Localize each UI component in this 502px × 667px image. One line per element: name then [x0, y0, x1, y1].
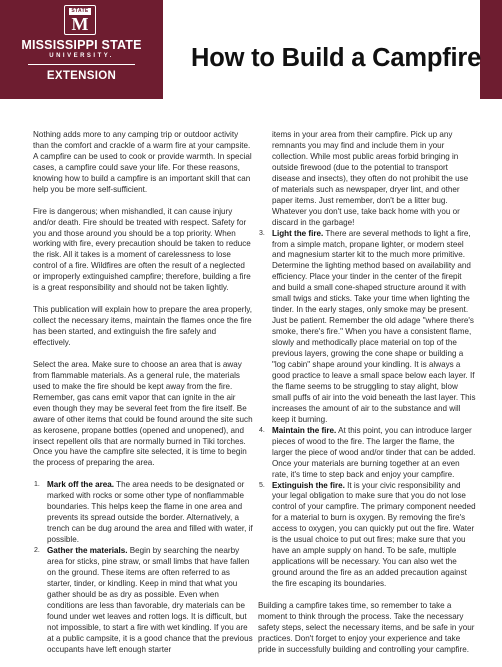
intro-paragraph: Fire is dangerous; when mishandled, it can cause injury and/or death. Fire should be treated with respect. Safety for you and those around you should be a top priority. When working with fire, every precaution should be taken to reduce the risk. All it takes is a moment of carelessness to lose control of a fire. Wildfires are often the result of a neglected or improperly extinguished campfire; therefore, building a fire is a great responsibility and should not be taken lightly. [33, 206, 251, 293]
extension-logo [0, 0, 163, 99]
step-number: 5. [259, 481, 265, 489]
step-continuation [258, 130, 477, 229]
header-accent-bar [480, 0, 502, 99]
step-item [33, 480, 253, 546]
step-title: Light the fire. [272, 228, 324, 238]
org-extension: EXTENSION [46, 70, 117, 82]
org-name: MISSISSIPPI STATE [21, 38, 142, 52]
steps-list [33, 480, 253, 655]
step-number: 2. [34, 546, 40, 554]
left-column [33, 130, 253, 666]
step-item [33, 546, 253, 656]
msu-seal-icon [64, 5, 96, 35]
step-title: Maintain the fire. [272, 425, 337, 435]
step-text: Begin by searching the nearby area for sticks, pine straw, or small limbs that have fallen on the ground. These items are often referred to as starter, tinder, or kindling. Keep in mind that what you gather should be as dry as possible. Even when conditions are less than favorable, dry materials can be found under wet leaves and rotten logs. It is difficult, but not impossible, to start a fire with wet kindling. If you are at a public campsite, it is a good chance that the previous occupants have left enough starter [47, 545, 253, 654]
org-university: UNIVERSITY. [49, 53, 114, 59]
step-text: items in your area from their campfire. Pick up any remnants you may find and include them in your collection. While most public areas forbid bringing in outside firewood (due to the potential to transport disease and insects), they often do not prohibit the use of materials such as newspaper, dryer lint, and other paper items. Just remember, don't be a litter bug. Whatever you don't use, take back home with you or discard in the garbage! [272, 130, 469, 227]
logo-divider [28, 64, 135, 65]
intro-paragraph: Nothing adds more to any camping trip or outdoor activity than the comfort and crackle of a warm fire at your campsite. A campfire can be used to cook or provide warmth. In special cases, a campfire could save your life. For these reasons, knowing how to build a campfire is an important skill that can help you be more self-sufficient. [33, 130, 252, 194]
step-text: It is your civic responsibility and your legal obligation to make sure that you do not lose control of your campfire. The primary component needed for a material to burn is oxygen. By removing the fire's access to oxygen, you can quickly put out the fire. Water is the usual choice to put out fires; make sure that you have an ample supply on hand. To be safe, multiple applications will be necessary. You can also wet the ground around the fire as an added precaution against the fire escaping its boundaries. [272, 480, 476, 589]
step-number: 4. [259, 426, 265, 434]
right-column [258, 130, 477, 667]
step-title: Extinguish the fire. [272, 480, 345, 490]
step-title: Mark off the area. [47, 480, 115, 490]
intro-paragraph: This publication will explain how to prepare the area properly, collect the necessary items, maintain the flames once the fire has been started, and extinguish the fire safely and effectively. [33, 305, 252, 347]
steps-list [258, 130, 477, 590]
closing-paragraph: Building a campfire takes time, so remember to take a moment to think through the process. Take the necessary safety steps, select the necessary items, and be safe in your practices. Don't forget to enjoy your experience and take pride in successfully building and controlling your campfire. [258, 600, 475, 654]
step-item [258, 481, 477, 591]
step-item [258, 229, 477, 426]
seal-word: STATE [71, 8, 89, 14]
step-title: Gather the materials. [47, 545, 128, 555]
step-number: 3. [259, 229, 265, 237]
step-text: At this point, you can introduce larger pieces of wood to the fire. The larger the flame, the larger the piece of wood and/or tinder that can be added. Once your materials are burning together at an even rate, it's time to step back and enjoy your campfire. [272, 425, 476, 479]
step-number: 1. [34, 481, 40, 489]
seal-letter: M [71, 14, 89, 34]
intro-paragraph: Select the area. Make sure to choose an area that is away from flammable materials. As a general rule, the materials used to make the fire should be kept away from the fire. Remember, gas cans emit vapor that can ignite in the air even though they may be several feet from the fire itself. Be aware of other items that could be found around the site such as kerosene, propane bottles (opened and unopened), and insect repellent oils that are normally burned in Tiki torches. Once you have the campfire site selected, it is time to begin the process of preparing the area. [33, 359, 253, 468]
page-title: How to Build a Campfire [191, 44, 482, 72]
step-text: The area needs to be designated or marked with rocks or some other type of nonflammable boundaries. This helps keep the flame in one area and prevents its spread outside the border. Alternatively, a trench can be dug around the area and filled with water, if possible. [47, 480, 253, 545]
step-text: There are several methods to light a fire, from a simple match, propane lighter, or modern steel and magnesium starter kit to the much more primitive. Determine the lighting method based on availability and efficiency. Place your tinder in the center of the firepit and build a small cone-shaped structure around it with small twigs and sticks. Take your time when lighting the tinder. In the early stages, only smoke may be present. Just be patient. Remember the old adage "where there's smoke, there's fire." When you have a consistent flame, slowly and methodically place material on top of the previous layers, growing the cone shape or building a "log cabin" shape around your kindling. It is always a good practice to leave a small space below each layer. If the flame seems to be struggling to stay alight, blow small puffs of air into the void beneath the last layer. This increases the amount of air to the substance and will keep it burning. [272, 228, 476, 424]
step-item [258, 426, 477, 481]
